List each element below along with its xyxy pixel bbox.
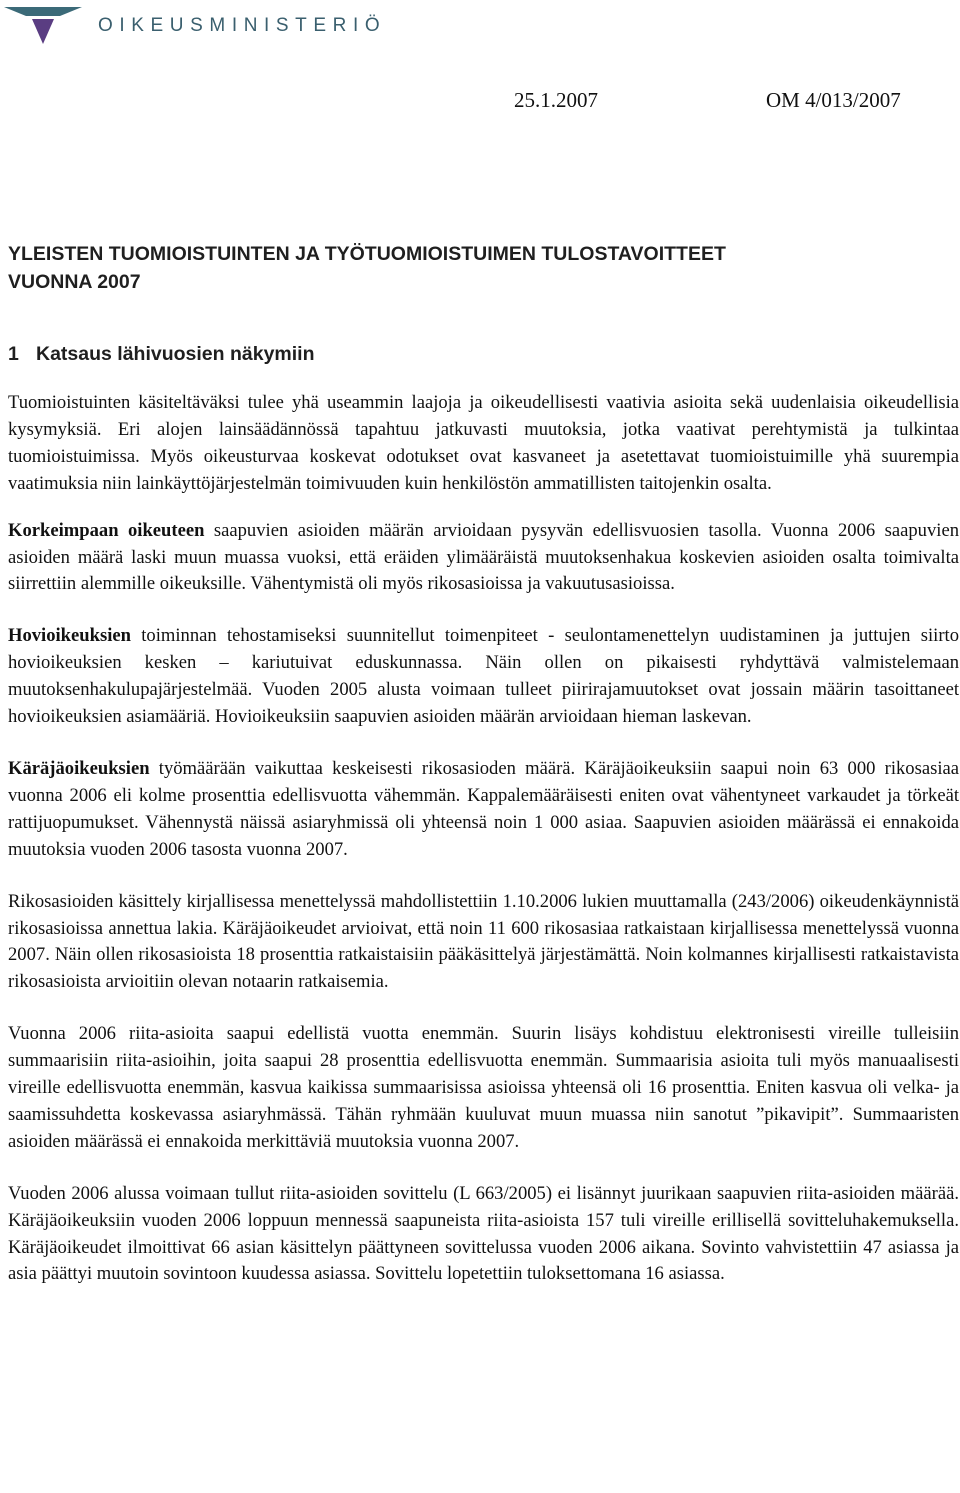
scales-emblem-icon [4,4,82,46]
paragraph-text: toiminnan tehostamiseksi suunnitellut toimenpiteet - seulontamenettelyn uudistaminen ja juttujen siirto hovioikeuksien kesken – kariutuivat eduskunnassa. Näin ollen on pikaisesti ryhdyttävä valmistelemaan muutoksenhakulupajärjestelmää. Vuoden 2005 alusta voimaan tulleet piirirajamuutokset ovat jossain määrin tasoittaneet hovioikeuksien asiamääriä. Hovioikeuksiin saapuvien asioiden määrän arvioidaan hieman laskevan. [8,625,959,728]
title-line-2: VUONNA 2007 [8,271,141,293]
section-number: 1 [8,343,19,365]
paragraph-text: Tuomioistuinten käsiteltäväksi tulee yhä useammin laajoja ja oikeudellisesti vaativia asioita sekä uudenlaisia oikeudellisia kysymyksiä. Eri alojen lainsäädännössä tapahtuu jatkuvasti muutoksia, jotka vaativat perehtymistä ja tulkintaa tuomioistuimissa. Myös oikeusturvaa koskevat odotukset ovat kasvaneet ja asetettavat tuomioistuimille yhä suurempia vaatimuksia niin lainkäyttöjärjestelmän toimivuuden kuin henkilöstön ammatillisten taitojenkin osalta. [8,392,959,494]
paragraph [8,390,959,498]
paragraph-text: Vuonna 2006 riita-asioita saapui edellistä vuotta enemmän. Suurin lisäys kohdistuu elektronisesti vireille tulleisiin summaarisiin riita-asioihin, joita saapui 28 prosenttia edellisvuotta enemmän. Summaarisia asioita tuli myös manuaalisesti vireille edellisvuotta enemmän, kasvua kaikissa summaarisissa asioissa yhteensä oli 16 prosenttia. Eniten kasvua oli velka- ja saamissuhdetta koskevassa asiaryhmässä. Tähän ryhmään kuuluvat muun muassa niin sanotut ”pikavipit”. Summaaristen asioiden määrässä ei ennakoida merkittäviä muutoksia vuonna 2007. [8,1023,959,1152]
title-line-1: YLEISTEN TUOMIOISTUINTEN JA TYÖTUOMIOISTUIMEN TULOSTAVOITTEET [8,243,726,265]
paragraph [8,518,959,599]
ministry-logo [4,4,386,46]
paragraph-lead: Hovioikeuksien [8,625,131,647]
paragraph [8,623,959,731]
organization-name: OIKEUSMINISTERIÖ [98,15,387,36]
section-heading [8,340,315,368]
paragraph-text: Vuoden 2006 alussa voimaan tullut riita-asioiden sovittelu (L 663/2005) ei lisännyt juurikaan saapuvien riita-asioiden määrää. Käräjäoikeuksiin vuoden 2006 loppuun mennessä saapuneista riita-asioista 157 tuli vireille erillisellä sovitteluhakemuksella. Käräjäoikeudet ilmoittivat 66 asian käsittelyn päättyneen sovittelussa vuoden 2006 aikana. Sovinto vahvistettiin 47 asiassa ja asia päättyi muutoin sovintoon kuudessa asiassa. Sovittelu lopetettiin tuloksettomana 16 asiassa. [8,1182,959,1285]
paragraph-lead: Korkeimpaan oikeuteen [8,519,205,541]
paragraph [8,889,959,997]
document-body [8,390,959,1288]
paragraph-lead: Käräjäoikeuksien [8,757,150,779]
paragraph-text: työmäärään vaikuttaa keskeisesti rikosasioden määrä. Käräjäoikeuksiin saapui noin 63 000 rikosasiaa vuonna 2006 eli kolme prosenttia edellisvuotta vähemmän. Kappalemääräisesti eniten ovat vähentyneet varkaudet ja törkeät rattijuopumukset. Vähennystä näissä asiaryhmissä oli yhteensä noin 1 000 asiaa. Saapuvien asioiden määrässä ei ennakoida muutoksia vuoden 2006 tasosta vuonna 2007. [8,757,959,860]
section-title: Katsaus lähivuosien näkymiin [36,343,315,365]
paragraph [8,1021,959,1156]
paragraph [8,756,959,864]
paragraph [8,1181,959,1289]
paragraph-text: Rikosasioiden käsittely kirjallisessa menettelyssä mahdollistettiin 1.10.2006 lukien muuttamalla (243/2006) oikeudenkäynnistä rikosasioissa annettua lakia. Käräjäoikeudet arvioivat, että noin 11 600 rikosasiaa ratkaistaan kirjallisessa menettelyssä vuonna 2007. Näin ollen rikosasioista 18 prosenttia ratkaistaisiin pääkäsittelyä järjestämättä. Noin kolmannes kirjallisesti ratkaistavista rikosasioista arvioitiin olevan notaarin ratkaisemia. [8,890,959,993]
document-title [8,240,953,296]
document-date: 25.1.2007 [514,88,598,112]
paragraph-text: saapuvien asioiden määrän arvioidaan pysyvän edellisvuosien tasolla. Vuonna 2006 saapuvien asioiden määrä laski muun muassa vuoksi, että eräiden ylimääräistä muutoksenhakua koskevien asioiden osalta toimivalta siirrettiin alemmille oikeuksille. Vähentymistä oli myös rikosasioissa ja vakuutusasioissa. [8,519,959,595]
document-reference: OM 4/013/2007 [766,88,901,112]
